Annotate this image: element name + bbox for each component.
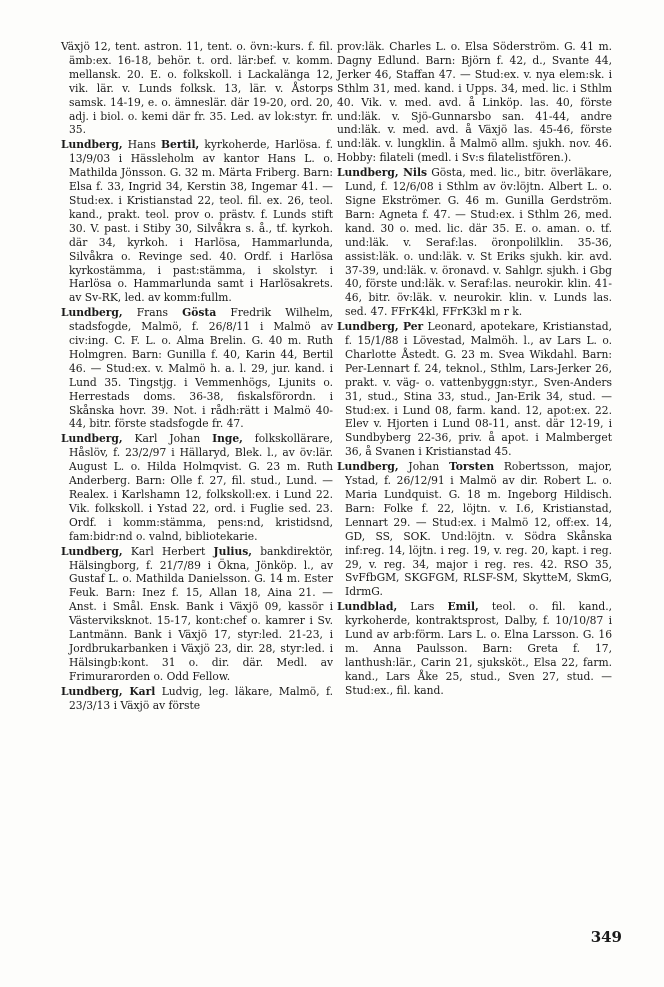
surname: Lundberg, — [61, 432, 123, 446]
left-column — [61, 40, 333, 714]
given-name: Emil, — [447, 600, 479, 614]
right-column — [337, 40, 612, 699]
given-name: Torsten — [449, 460, 495, 474]
surname: Lundblad, — [337, 600, 398, 614]
entry: Lundberg, Karl Ludvig, leg. läkare, Malmö, f. 23/3/13 i Växjö av förste — [61, 684, 333, 712]
page-number: 349 — [590, 928, 622, 946]
surname: Lundberg, — [337, 320, 399, 334]
given-name: Bertil, — [161, 138, 200, 152]
given-name: Per — [403, 320, 424, 334]
surname: Lundberg, — [61, 306, 123, 320]
entry: Lundblad, Lars Emil, teol. o. fil. kand., kyrkoherde, kontraktsprost, Dalby, f. 10/10/87 i Lund av arb:förm. Lars L. o. Elna Larsson. G. 16 m. Anna Paulsson. Barn: Greta f. 17, lanthush:lär., Carin 21, sjuksköt., Elsa 22, farm. kand., Lars Åke 25, stud., Sven 27, stud. — Stud:ex., fil. kand. — [337, 600, 613, 697]
surname: Lundberg, — [61, 138, 123, 152]
entry: Lundberg, Johan Torsten Robertsson, major, Ystad, f. 26/12/91 i Malmö av dir. Robert L. o. Maria Lundquist. G. 18 m. Ingeborg Hildisch. Barn: Folke f. 22, löjtn. v. I.6, Kristianstad, Lennart 29. — Stud:ex. i Malmö 12, off:ex. 14, GD, SS, SOK. Und:löjtn. v. Södra Skånska inf:reg. 14, löjtn. i reg. 19, v. reg. 20, kapt. i reg. 29, v. reg. 34, major i reg. res. 42. RSO 35, SvFfbGM, SKGFGM, RLSF-SM, SkytteM, SkmG, IdrmG. — [337, 460, 612, 599]
surname: Lundberg, — [337, 460, 399, 474]
entry: Växjö 12, tent. astron. 11, tent. o. övn:-kurs. f. fil. ämb:ex. 16-18, behör. t. ord. lär:bef. v. komm. mellansk. 20. E. o. folkskoll. i Lackalänga 12, vik. lär. v. Lunds folksk. 13, lär. v. Åstorps samsk. 14-19, e. o. ämneslär. där 19-20, ord. 20, adj. i biol. o. kemi där fr. 35. Led. av lok:styr. fr. 35. — [61, 40, 333, 137]
surname: Lundberg, Nils — [337, 166, 428, 180]
entry: Lundberg, Karl Herbert Julius, bankdirektör, Hälsingborg, f. 21/7/89 i Ökna, Jönköp. l., av Gustaf L. o. Mathilda Danielsson. G. 14 m. Ester Feuk. Barn: Inez f. 15, Allan 18, Aina 21. — Anst. i Smål. Ensk. Bank i Växjö 09, kassör i Västerviksknot. 15-17, kont:chef o. kamrer i Sv. Lantmänn. Bank i Växjö 17, styr:led. 21-23, i Jordbrukarbanken i Växjö 23, dir. 28, styr:led. i Hälsingb:kont. 31 o. dir. där. Medl. av Frimurarorden o. Odd Fellow. — [61, 544, 334, 683]
entry: Lundberg, Karl Johan Inge, folkskollärare, Håslöv, f. 23/2/97 i Hällaryd, Blek. l., av öv:lär. August L. o. Hilda Holmqvist. G. 23 m. Ruth Anderberg. Barn: Olle f. 27, fil. stud., Lund. — Realex. i Karlshamn 12, folkskoll:ex. i Lund 22. Vik. folkskoll. i Ystad 22, ord. i Fuglie sed. 23. Ordf. i komm:stämma, pens:nd, kristidsnd, fam:bidr:nd o. valnd, bibliotekarie. — [61, 432, 333, 543]
entry: Lundberg, Frans Gösta Fredrik Wilhelm, stadsfogde, Malmö, f. 26/8/11 i Malmö av civ:ing. C. F. L. o. Alma Brelin. G. 40 m. Ruth Holmgren. Barn: Gunilla f. 40, Karin 44, Bertil 46. — Stud:ex. v. Malmö h. a. l. 29, jur. kand. i Lund 35. Tingstjg. i Vemmenhögs, Ljunits o. Herrestads doms. 36-38, fiskalsförordn. i Skånska hovr. 39. Not. i rådh:rätt i Malmö 40-44, bitr. förste stadsfogde fr. 47. — [61, 306, 333, 431]
entry: prov:läk. Charles L. o. Elsa Söderström. G. 41 m. Dagny Edlund. Barn: Björn f. 42, d., Svante 44, Jerker 46, Staffan 47. — Stud:ex. v. nya elem:sk. i Sthlm 31, med. kand. i Upps. 34, med. lic. i Sthlm 40. Vik. v. med. avd. å Linköp. las. 40, förste und:läk. v. Sjö-Gunnarsbo san. 41-44, andre und:läk. v. med. avd. å Växjö las. 45-46, förste und:läk. v. lungklin. å Malmö allm. sjukh. nov. 46. Hobby: filateli (medl. i Sv:s filatelistfören.). — [337, 40, 612, 165]
given-name: Gösta — [182, 306, 217, 320]
entry: Lundberg, Hans Bertil, kyrkoherde, Harlösa. f. 13/9/03 i Hässleholm av kantor Hans L. o. Mathilda Jönsson. G. 32 m. Märta Friberg. Barn: Elsa f. 33, Ingrid 34, Kerstin 38, Ingemar 41. — Stud:ex. i Kristianstad 22, teol. fil. ex. 26, teol. kand., prakt. teol. prov o. prästv. f. Lunds stift 30. V. past. i Stiby 30, Silvåkra s. å., tf. kyrkoh. där 34, kyrkoh. i Harlösa, Hammarlunda, Silvåkra o. Revinge sed. 40. Ordf. i Harlösa kyrkostämma, i past:stämma, i skolstyr. i Harlösa o. Hammarlunda samt i Harlösakrets. av Sv-RK, led. av komm:fullm. — [61, 138, 333, 305]
entry: Lundberg, Nils Gösta, med. lic., bitr. överläkare, Lund, f. 12/6/08 i Sthlm av öv:löjtn. Albert L. o. Signe Ekströmer. G. 46 m. Gunilla Gerdström. Barn: Agneta f. 47. — Stud:ex. i Sthlm 26, med. kand. 30 o. med. lic. där 35. E. o. aman. o. tf. und:läk. v. Seraf:las. öronpolilklin. 35-36, assist:läk. o. und:läk. v. St Eriks sjukh. kir. avd. 37-39, und:läk. v. öronavd. v. Sahlgr. sjukh. i Gbg 40, förste und:läk. v. Seraf:las. neurokir. klin. 41-46, bitr. öv:läk. v. neurokir. klin. v. Lunds las. sed. 47. FFrK4kl, FFrK3kl m r k. — [337, 166, 612, 319]
surname: Lundberg, Karl — [61, 684, 156, 698]
given-name: Inge, — [212, 432, 243, 446]
given-name: Julius, — [213, 544, 252, 558]
entry: Lundberg, Per Leonard, apotekare, Kristianstad, f. 15/1/88 i Lövestad, Malmöh. l., av Lars L. o. Charlotte Åstedt. G. 23 m. Svea Wikdahl. Barn: Per-Lennart f. 24, teknol., Sthlm, Lars-Jerker 26, prakt. v. väg- o. vattenbyggn:styr., Sven-Anders 31, stud., Stina 33, stud., Jan-Erik 34, stud. — Stud:ex. i Lund 08, farm. kand. 12, apot:ex. 22. Elev v. Hjorten i Lund 08-11, anst. där 12-19, i Sundbyberg 22-36, priv. å apot. i Malmberget 36, å Svanen i Kristianstad 45. — [337, 320, 612, 459]
surname: Lundberg, — [61, 544, 123, 558]
